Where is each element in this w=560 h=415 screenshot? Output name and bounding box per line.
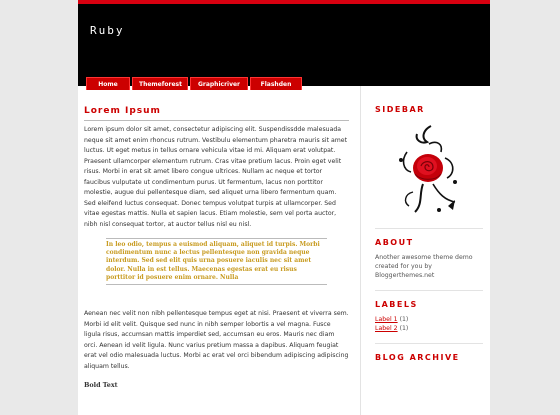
labels-title: LABELS — [375, 300, 418, 309]
sidebar-divider — [360, 86, 361, 415]
about-title: ABOUT — [375, 238, 414, 247]
sidebar-separator — [375, 343, 483, 344]
label-list-item — [375, 315, 483, 324]
about-text: Another awesome theme demo created for you by Bloggerthemes.net — [375, 254, 473, 279]
label-link-2[interactable]: Label 2 — [375, 325, 398, 332]
blog-archive-title: BLOG ARCHIVE — [375, 353, 460, 362]
rose-ornament-icon — [393, 122, 463, 218]
post-paragraph-2: Aenean nec velit non nibh pellentesque tempus eget at nisi. Praesent et viverra sem. Morbi id elit velit. Quisque sed nunc in nibh semper lobortis a vel magna. Fusce ligula risus, accumsan mattis imperdiet sed, accumsan eu eros. Mauris nec diam orci. Aenean id velit ligula. Nunc varius pretium massa a dapibus. Aliquam feugiat erat vel odio malesuada luctus. Morbi ac erat vel orci bibendum adipiscing adipiscing aliquam tellus. — [84, 310, 349, 370]
header — [78, 0, 490, 86]
post-title[interactable]: Lorem Ipsum — [84, 104, 349, 121]
bold-text: Bold Text — [84, 381, 118, 390]
sidebar-separator — [375, 228, 483, 229]
sidebar — [375, 104, 483, 368]
nav-bar — [86, 77, 304, 90]
nav-item-flashden[interactable]: Flashden — [250, 77, 302, 90]
site-title[interactable]: Ruby — [90, 24, 125, 37]
label-list-item — [375, 324, 483, 333]
label-count: (1) — [399, 316, 409, 323]
sidebar-title: SIDEBAR — [375, 105, 425, 114]
page — [78, 0, 490, 415]
post-blockquote: In leo odio, tempus a euismod aliquam, aliquet id turpis. Morbi condimentum nunc a lectus pellentesque non gravida neque interdum. Sed sed elit quis urna posuere iaculis nec sit amet dolor. Nulla in est tellus. Maecenas egestas erat eu risus porttitor id posuere enim ornare. Nulla — [106, 238, 327, 285]
nav-item-home[interactable]: Home — [86, 77, 130, 90]
nav-item-themeforest[interactable]: Themeforest — [132, 77, 188, 90]
sidebar-separator — [375, 290, 483, 291]
label-count: (1) — [399, 325, 409, 332]
main-content — [84, 104, 349, 391]
post-paragraph-1: Lorem ipsum dolor sit amet, consectetur adipiscing elit. Suspendissdde malesuada neque sit amet enim rhoncus rutrum. Vestibulu elementum pharetra mauris sit amet luctus. Ut eget metus in tellus ornare vehicula vitae id mi. Aliquam erat volutpat. Praesent ullamcorper elementum rutrum. Cras vitae pretium lacus. Proin eget velit risus. Morbi in erat sit amet libero congue ultrices. Nullam ac neque et tortor faucibus vulputate ut condimentum purus. Ut fermentum, lacus non porttitor molestie, augue dui pellentesque diam, sed aliquet urna libero fermentum quam. Sed eleifend luctus consequat. Donec tempus volutpat turpis at ullamcorper. Sed vitae egestas mattis. Nulla et sapien lacus. Etiam molestie, sem vel porta auctor, nibh nisl consequat tortor, at auctor tellus nisl eu nisl. — [84, 126, 348, 228]
label-link-1[interactable]: Label 1 — [375, 316, 398, 323]
nav-item-graphicriver[interactable]: Graphicriver — [190, 77, 248, 90]
